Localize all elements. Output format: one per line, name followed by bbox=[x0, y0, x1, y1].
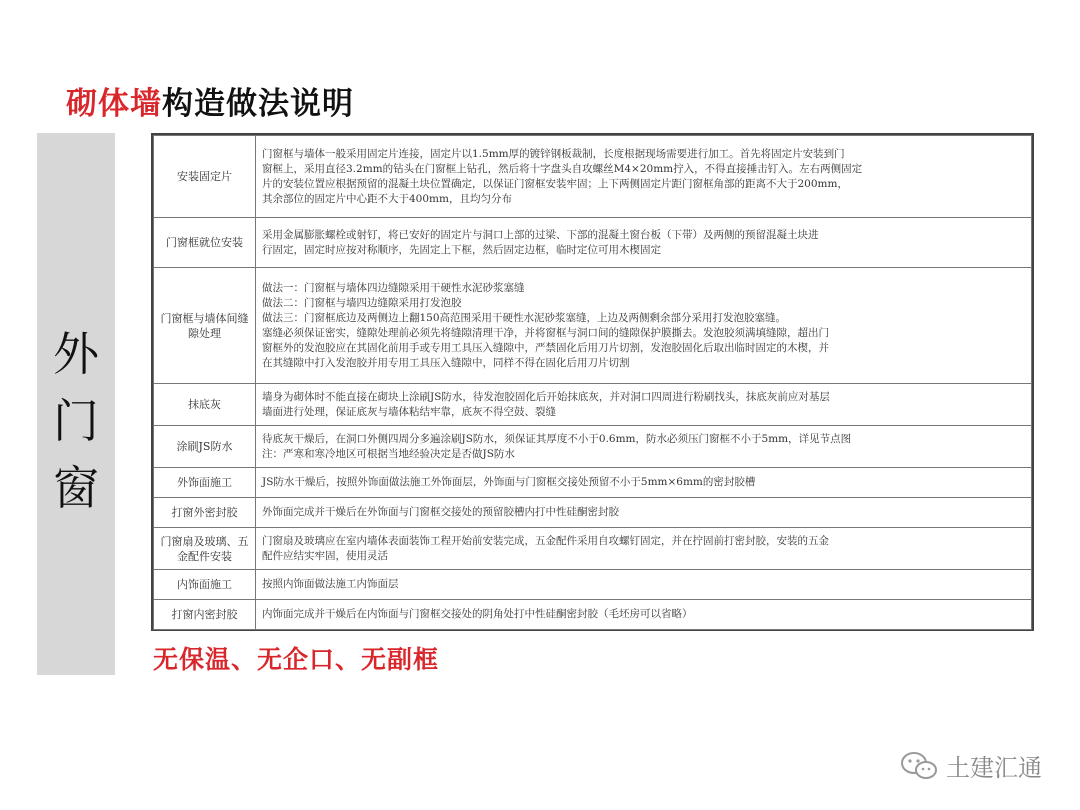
description-line: 墙身为砌体时不能直接在砌块上涂刷JS防水，待发泡胶固化后开始抹底灰，并对洞口四周进行粉刷找头，抹底灰前应对基层 bbox=[262, 390, 830, 403]
description-line: 做法二：门窗框与墙四边缝隙采用打发泡胶 bbox=[262, 296, 462, 309]
description-line: 墙面进行处理，保证底灰与墙体粘结牢靠，底灰不得空鼓、裂缝 bbox=[262, 405, 556, 418]
description-line: 待底灰干燥后，在洞口外侧四周分多遍涂刷JS防水，须保证其厚度不小于0.6mm，防水必须压门窗框不小于5mm，详见节点图 bbox=[262, 432, 852, 445]
description-line: 在其缝隙中打入发泡胶并用专用工具压入缝隙中，同样不得在固化后用刀片切割 bbox=[262, 356, 630, 369]
table-row bbox=[154, 426, 1032, 468]
row-label: 门窗框与墙体间缝隙处理 bbox=[154, 268, 256, 384]
table-row bbox=[154, 600, 1032, 630]
description-line: 按照内饰面做法施工内饰面层 bbox=[262, 578, 399, 590]
table-row bbox=[154, 136, 1032, 218]
construction-table bbox=[151, 133, 1034, 631]
row-description bbox=[256, 268, 1032, 384]
table-row bbox=[154, 384, 1032, 426]
description-line: 做法三：门窗框底边及两侧边上翻150高范围采用干硬性水泥砂浆塞缝，上边及两侧剩余部分采用打发泡胶塞缝。 bbox=[262, 311, 787, 324]
description-line: 做法一：门窗框与墙体四边缝隙采用干硬性水泥砂浆塞缝 bbox=[262, 281, 525, 294]
table-row bbox=[154, 498, 1032, 528]
title-highlight: 砌体墙 bbox=[66, 86, 162, 122]
description-line: 窗框外的发泡胶应在其固化前用手或专用工具压入缝隙中，严禁固化后用刀片切割，发泡胶固化后取出临时固定的木楔，并 bbox=[262, 341, 829, 354]
description-line: 门窗框与墙体一般采用固定片连接，固定片以1.5mm厚的镀锌钢板裁制，长度根据现场需要进行加工。首先将固定片安装到门 bbox=[262, 147, 845, 160]
table-row bbox=[154, 570, 1032, 600]
description-line: 片的安装位置应根据预留的混凝土块位置确定，以保证门窗框安装牢固；上下两侧固定片距门窗框角部的距离不大于200mm， bbox=[262, 177, 848, 190]
row-description bbox=[256, 218, 1032, 268]
row-description bbox=[256, 136, 1032, 218]
wechat-icon bbox=[900, 751, 938, 781]
row-label: 外饰面施工 bbox=[154, 468, 256, 498]
page-title bbox=[66, 78, 354, 123]
description-line: 外饰面完成并干燥后在外饰面与门窗框交接处的预留胶槽内打中性硅酮密封胶 bbox=[262, 506, 619, 518]
description-line: 内饰面完成并干燥后在内饰面与门窗框交接处的阴角处打中性硅酮密封胶（毛坯房可以省略） bbox=[262, 608, 693, 620]
description-line: JS防水干燥后，按照外饰面做法施工外饰面层，外饰面与门窗框交接处预留不小于5mm×6mm的密封胶槽 bbox=[262, 476, 756, 488]
row-label: 门窗框就位安装 bbox=[154, 218, 256, 268]
description-line: 其余部位的固定片中心距不大于400mm，且均匀分布 bbox=[262, 192, 512, 205]
description-line: 窗框上，采用直径3.2mm的钻头在门窗框上钻孔，然后将十字盘头自攻螺丝M4×20mm拧入，不得直接捶击钉入。左右两侧固定 bbox=[262, 162, 863, 175]
row-description bbox=[256, 384, 1032, 426]
table-row bbox=[154, 218, 1032, 268]
side-label-char: 外 bbox=[53, 327, 99, 381]
row-label: 抹底灰 bbox=[154, 384, 256, 426]
side-label-panel bbox=[37, 133, 115, 675]
description-line: 采用金属膨胀螺栓或射钉，将已安好的固定片与洞口上部的过梁、下部的混凝土窗台板（下带）及两侧的预留混凝土块进 bbox=[262, 228, 819, 241]
watermark-text: 土建汇通 bbox=[946, 754, 1042, 782]
description-line: 配件应结实牢固，使用灵活 bbox=[262, 549, 388, 562]
row-label: 安装固定片 bbox=[154, 136, 256, 218]
table-row bbox=[154, 468, 1032, 498]
row-description bbox=[256, 528, 1032, 570]
table-row bbox=[154, 268, 1032, 384]
side-label-char: 窗 bbox=[53, 461, 99, 515]
table-row bbox=[154, 528, 1032, 570]
footnote-red: 无保温、无企口、无副框 bbox=[153, 645, 440, 674]
description-line: 行固定，固定时应按对称顺序，先固定上下框，然后固定边框，临时定位可用木楔固定 bbox=[262, 243, 661, 256]
row-label: 门窗扇及玻璃、五金配件安装 bbox=[154, 528, 256, 570]
watermark bbox=[900, 748, 1042, 783]
row-label: 打窗外密封胶 bbox=[154, 498, 256, 528]
row-description bbox=[256, 468, 1032, 498]
description-line: 塞缝必须保证密实，缝隙处理前必须先将缝隙清理干净，并将窗框与洞口间的缝隙保护膜撕去。发泡胶须满填缝隙，超出门 bbox=[262, 326, 829, 339]
description-line: 门窗扇及玻璃应在室内墙体表面装饰工程开始前安装完成，五金配件采用自攻螺钉固定，并在拧固前打密封胶，安装的五金 bbox=[262, 534, 829, 547]
row-label: 打窗内密封胶 bbox=[154, 600, 256, 630]
row-description bbox=[256, 600, 1032, 630]
description-line: 注：严寒和寒冷地区可根据当地经验决定是否做JS防水 bbox=[262, 447, 515, 460]
row-description bbox=[256, 426, 1032, 468]
side-label-char: 门 bbox=[53, 394, 99, 448]
title-rest: 构造做法说明 bbox=[162, 86, 354, 122]
row-label: 内饰面施工 bbox=[154, 570, 256, 600]
row-label: 涂刷JS防水 bbox=[154, 426, 256, 468]
row-description bbox=[256, 498, 1032, 528]
row-description bbox=[256, 570, 1032, 600]
